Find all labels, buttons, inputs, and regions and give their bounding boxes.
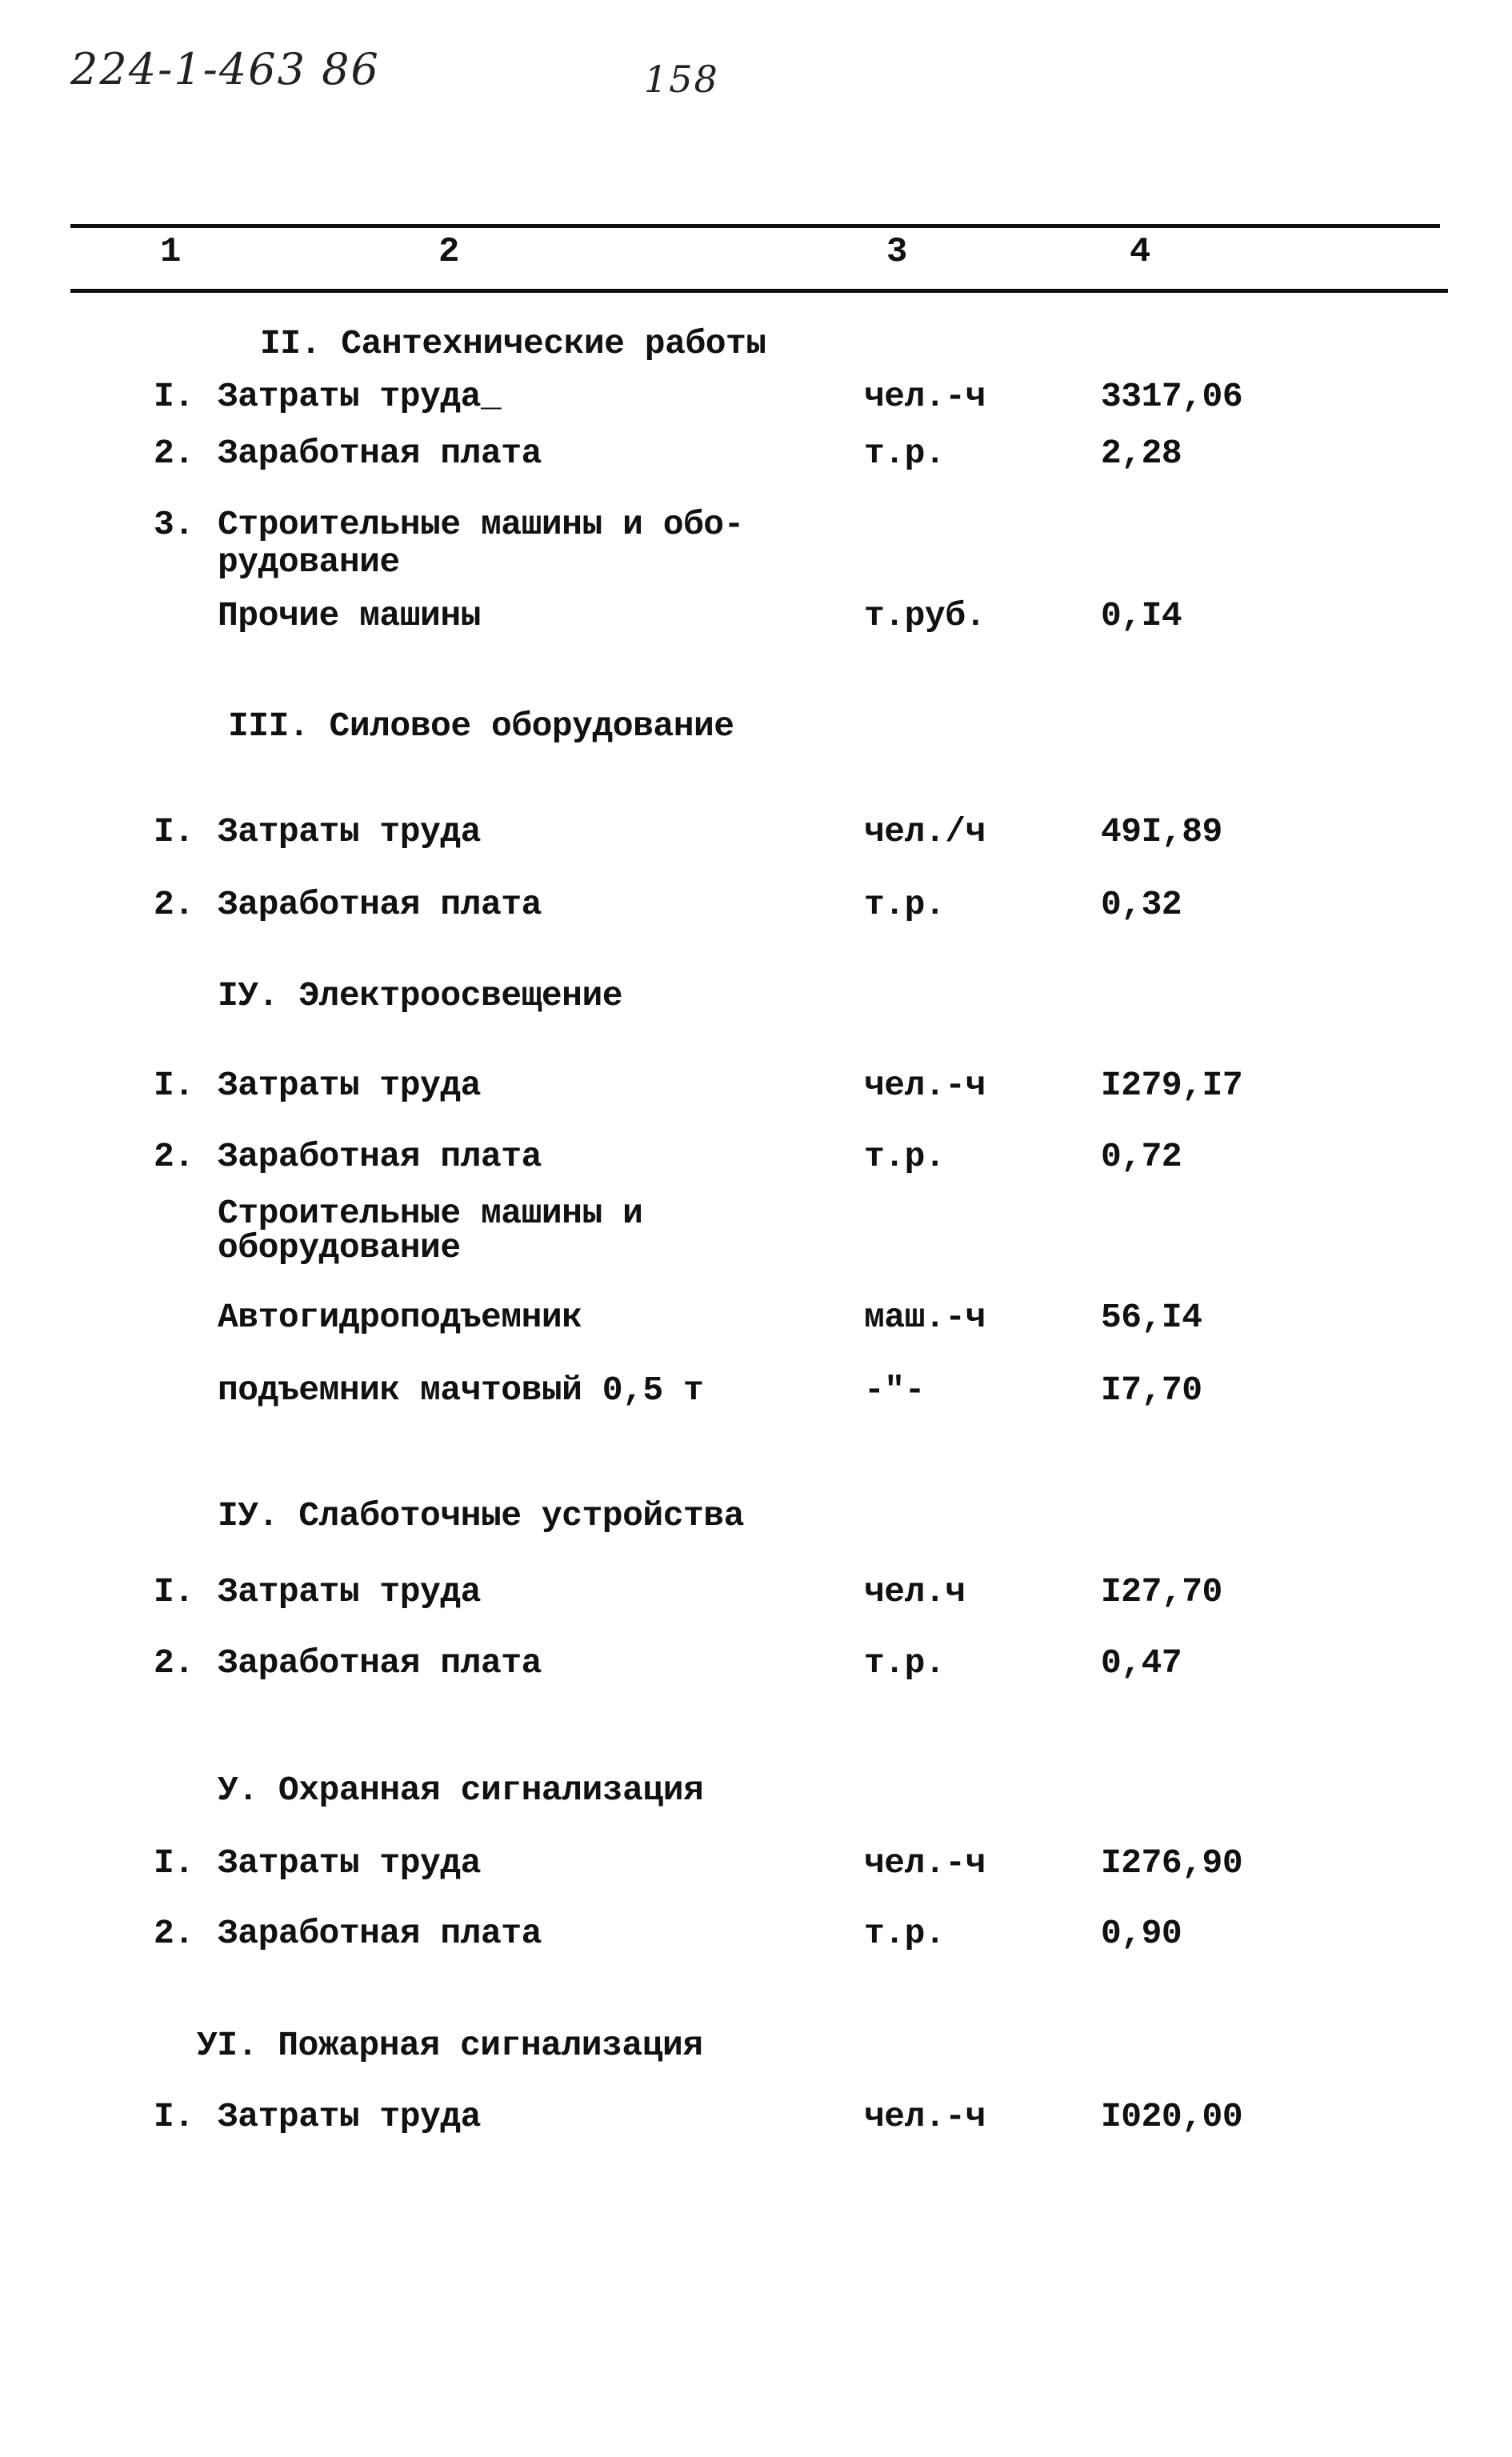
item-unit: т.р. bbox=[864, 1643, 946, 1683]
item-value: I276,90 bbox=[1101, 1843, 1243, 1883]
item-value: 0,I4 bbox=[1101, 596, 1182, 635]
section-heading: III. Силовое оборудование bbox=[228, 706, 734, 746]
item-unit: чел.-ч bbox=[864, 377, 986, 416]
item-name: Заработная плата bbox=[218, 885, 542, 924]
item-name: Затраты труда bbox=[218, 1066, 481, 1105]
item-name: Заработная плата bbox=[218, 1137, 542, 1176]
item-name: Заработная плата bbox=[218, 1643, 542, 1683]
item-number: 2. bbox=[154, 1137, 194, 1176]
item-value: 0,72 bbox=[1101, 1137, 1182, 1176]
item-unit: чел.-ч bbox=[864, 1066, 986, 1105]
item-value: 49I,89 bbox=[1101, 812, 1222, 851]
item-name: Строительные машины и bbox=[218, 1194, 643, 1233]
item-value: 0,32 bbox=[1101, 885, 1182, 924]
section-heading: УI. Пожарная сигнализация bbox=[197, 2026, 703, 2065]
item-name: Заработная плата bbox=[218, 434, 542, 473]
item-number: I. bbox=[154, 377, 194, 416]
item-name: Заработная плата bbox=[218, 1914, 542, 1953]
item-unit: т.р. bbox=[864, 885, 946, 924]
column-header-3: 3 bbox=[886, 232, 908, 272]
item-unit: т.р. bbox=[864, 1914, 946, 1953]
item-number: 3. bbox=[154, 505, 194, 544]
item-value: 3317,06 bbox=[1101, 377, 1243, 416]
item-number: 2. bbox=[154, 1643, 194, 1683]
item-name: Затраты труда bbox=[218, 1843, 481, 1883]
item-value: I27,70 bbox=[1101, 1572, 1222, 1611]
item-name: Затраты труда bbox=[218, 1572, 481, 1611]
item-value: 0,47 bbox=[1101, 1643, 1182, 1683]
section-heading: У. Охранная сигнализация bbox=[218, 1771, 704, 1810]
item-unit: т.р. bbox=[864, 1137, 946, 1176]
item-number: 2. bbox=[154, 885, 194, 924]
item-unit: чел.-ч bbox=[864, 2097, 986, 2136]
item-value: I279,I7 bbox=[1101, 1066, 1243, 1105]
item-name: Строительные машины и обо- bbox=[218, 505, 744, 544]
column-header-2: 2 bbox=[438, 232, 460, 272]
item-value: I020,00 bbox=[1101, 2097, 1243, 2136]
item-name: Автогидроподъемник bbox=[218, 1298, 582, 1337]
item-number: 2. bbox=[154, 434, 194, 473]
item-value: 0,90 bbox=[1101, 1914, 1182, 1953]
section-heading: II. Сантехнические работы bbox=[260, 324, 766, 363]
item-value: 56,I4 bbox=[1101, 1298, 1202, 1337]
item-value: 2,28 bbox=[1101, 434, 1182, 473]
item-number: I. bbox=[154, 1843, 194, 1883]
item-name: Затраты труда bbox=[218, 812, 481, 851]
item-unit: т.р. bbox=[864, 434, 946, 473]
item-name: Прочие машины bbox=[218, 596, 481, 635]
item-value: I7,70 bbox=[1101, 1371, 1202, 1410]
item-unit: чел.ч bbox=[864, 1572, 966, 1611]
item-name: рудование bbox=[218, 542, 400, 582]
item-unit: маш.-ч bbox=[864, 1298, 986, 1337]
item-unit: -"- bbox=[864, 1371, 925, 1410]
section-heading: IУ. Слаботочные устройства bbox=[218, 1496, 744, 1535]
page-number: 158 bbox=[644, 58, 719, 101]
item-number: I. bbox=[154, 2097, 194, 2136]
table-top-rule bbox=[70, 224, 1440, 228]
item-name: Затраты труда bbox=[218, 2097, 481, 2136]
item-number: I. bbox=[154, 1066, 194, 1105]
item-name: оборудование bbox=[218, 1228, 461, 1267]
item-name: подъемник мачтовый 0,5 т bbox=[218, 1371, 704, 1410]
item-number: I. bbox=[154, 1572, 194, 1611]
handwritten-document-code: 224-1-463 86 bbox=[70, 44, 380, 94]
item-number: 2. bbox=[154, 1914, 194, 1953]
section-heading: IУ. Электроосвещение bbox=[218, 976, 623, 1015]
item-unit: чел.-ч bbox=[864, 1843, 986, 1883]
item-unit: чел./ч bbox=[864, 812, 986, 851]
column-header-1: 1 bbox=[160, 232, 182, 272]
column-header-4: 4 bbox=[1130, 232, 1151, 272]
item-unit: т.руб. bbox=[864, 596, 986, 635]
table-header-rule bbox=[70, 289, 1448, 293]
item-number: I. bbox=[154, 812, 194, 851]
item-name: Затраты труда_ bbox=[218, 377, 502, 416]
